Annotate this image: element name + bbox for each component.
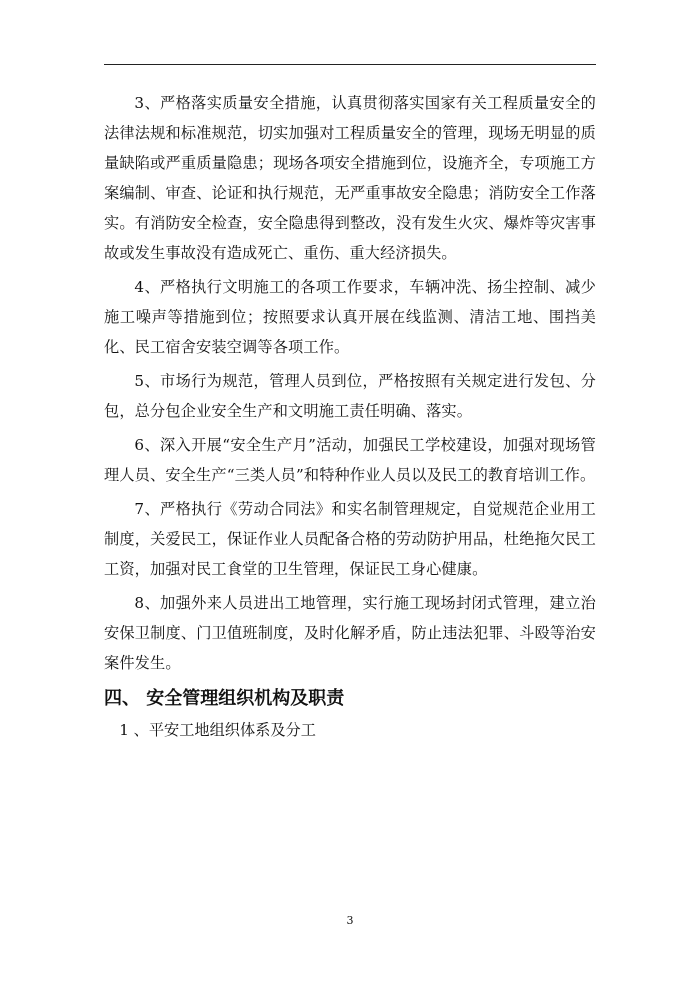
paragraph-item-3: 3、严格落实质量安全措施，认真贯彻落实国家有关工程质量安全的法律法规和标准规范，切实加强对工程质量安全的管理，现场无明显的质量缺陷或严重质量隐患；现场各项安全措施到位，设施齐全，专项施工方案编制、审查、论证和执行规范，无严重事故安全隐患；消防安全工作落实。有消防安全检查，安全隐患得到整改，没有发生火灾、爆炸等灾害事故或发生事故没有造成死亡、重伤、重大经济损失。: [104, 94, 596, 262]
subsection-heading: 1 、平安工地组织体系及分工: [119, 721, 316, 739]
page-number: 3: [346, 914, 354, 927]
paragraph-item-8: 8、加强外来人员进出工地管理，实行施工现场封闭式管理，建立治安保卫制度、门卫值班制度，及时化解矛盾，防止违法犯罪、斗殴等治安案件发生。: [104, 594, 596, 672]
header-rule: [104, 64, 596, 65]
paragraph-item-6: 6、深入开展“安全生产月”活动，加强民工学校建设，加强对现场管理人员、安全生产“三类人员”和特种作业人员以及民工的教育培训工作。: [104, 436, 596, 484]
paragraph-item-5: 5、市场行为规范，管理人员到位，严格按照有关规定进行发包、分包，总分包企业安全生产和文明施工责任明确、落实。: [104, 372, 596, 420]
section-heading: 四、 安全管理组织机构及职责: [104, 688, 345, 709]
paragraph-item-7: 7、严格执行《劳动合同法》和实名制管理规定，自觉规范企业用工制度，关爱民工，保证作业人员配备合格的劳动防护用品，杜绝拖欠民工工资，加强对民工食堂的卫生管理，保证民工身心健康。: [104, 500, 596, 578]
paragraph-item-4: 4、严格执行文明施工的各项工作要求，车辆冲洗、扬尘控制、减少施工噪声等措施到位；按照要求认真开展在线监测、清洁工地、围挡美化、民工宿舍安装空调等各项工作。: [104, 278, 596, 356]
document-body: [104, 88, 596, 746]
